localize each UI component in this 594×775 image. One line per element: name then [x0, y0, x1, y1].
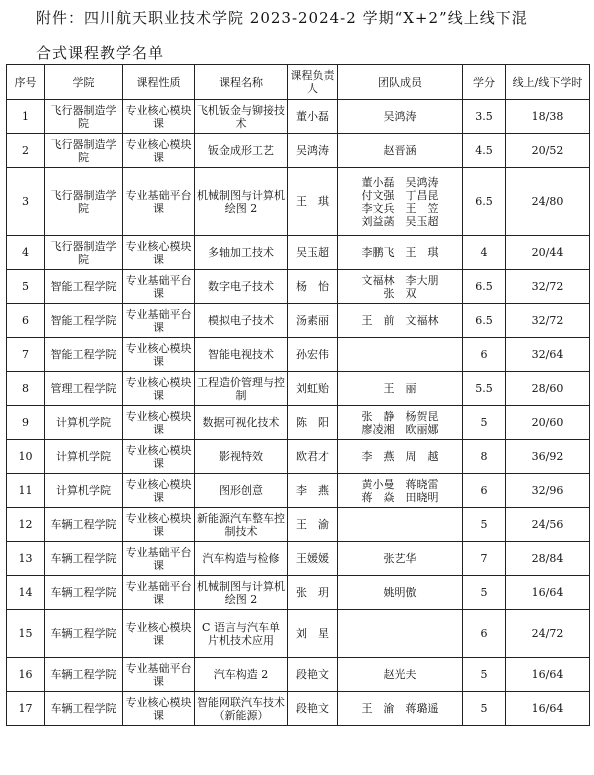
- table-row: [7, 692, 590, 726]
- cell-course-type: 专业核心模块课: [123, 134, 195, 168]
- cell-course-lead: 李 燕: [288, 474, 338, 508]
- cell-credit: 4.5: [463, 134, 506, 168]
- cell-credit: 5: [463, 692, 506, 726]
- cell-hours: 20/44: [506, 236, 590, 270]
- cell-college: 智能工程学院: [45, 270, 123, 304]
- cell-college: 飞行器制造学院: [45, 168, 123, 236]
- cell-team-members: 赵晋涵: [338, 134, 463, 168]
- cell-course-type: 专业核心模块课: [123, 508, 195, 542]
- cell-course-type: 专业核心模块课: [123, 440, 195, 474]
- cell-course-type: 专业基础平台课: [123, 658, 195, 692]
- cell-team-members: 姚明傲: [338, 576, 463, 610]
- cell-no: 11: [7, 474, 45, 508]
- cell-course-name: 工程造价管理与控制: [195, 372, 288, 406]
- cell-course-type: 专业核心模块课: [123, 338, 195, 372]
- cell-hours: 28/60: [506, 372, 590, 406]
- header-no: 序号: [7, 65, 45, 100]
- cell-hours: 32/72: [506, 270, 590, 304]
- cell-hours: 18/38: [506, 100, 590, 134]
- cell-course-type: 专业核心模块课: [123, 236, 195, 270]
- table-row: [7, 508, 590, 542]
- cell-hours: 24/72: [506, 610, 590, 658]
- cell-team-members: 黄小曼 蒋晓雷 蒋 焱 田晓明: [338, 474, 463, 508]
- cell-hours: 24/80: [506, 168, 590, 236]
- cell-course-lead: 王 琪: [288, 168, 338, 236]
- cell-course-lead: 陈 阳: [288, 406, 338, 440]
- cell-course-lead: 汤素丽: [288, 304, 338, 338]
- cell-no: 6: [7, 304, 45, 338]
- cell-college: 车辆工程学院: [45, 542, 123, 576]
- table-body: [7, 100, 590, 726]
- cell-hours: 36/92: [506, 440, 590, 474]
- table-row: [7, 440, 590, 474]
- header-course-name: 课程名称: [195, 65, 288, 100]
- cell-course-name: 飞机钣金与铆接技术: [195, 100, 288, 134]
- cell-course-lead: 张 玥: [288, 576, 338, 610]
- cell-credit: 6: [463, 474, 506, 508]
- cell-credit: 5: [463, 576, 506, 610]
- table-row: [7, 610, 590, 658]
- cell-no: 2: [7, 134, 45, 168]
- table-row: [7, 100, 590, 134]
- cell-hours: 16/64: [506, 658, 590, 692]
- cell-team-members: 张艺华: [338, 542, 463, 576]
- cell-college: 车辆工程学院: [45, 692, 123, 726]
- cell-no: 7: [7, 338, 45, 372]
- title-line-2: 合式课程教学名单: [36, 44, 165, 62]
- cell-course-type: 专业核心模块课: [123, 610, 195, 658]
- cell-no: 4: [7, 236, 45, 270]
- table-header-row: [7, 65, 590, 100]
- cell-college: 计算机学院: [45, 474, 123, 508]
- cell-hours: 32/64: [506, 338, 590, 372]
- cell-no: 3: [7, 168, 45, 236]
- header-credit: 学分: [463, 65, 506, 100]
- cell-course-type: 专业基础平台课: [123, 542, 195, 576]
- cell-credit: 4: [463, 236, 506, 270]
- cell-course-lead: 孙宏伟: [288, 338, 338, 372]
- cell-course-name: 机械制图与计算机绘图 2: [195, 576, 288, 610]
- table-row: [7, 372, 590, 406]
- cell-team-members: 王 前 文福林: [338, 304, 463, 338]
- cell-course-lead: 董小磊: [288, 100, 338, 134]
- cell-team-members: 李鹏飞 王 琪: [338, 236, 463, 270]
- cell-hours: 24/56: [506, 508, 590, 542]
- cell-course-type: 专业基础平台课: [123, 168, 195, 236]
- cell-course-lead: 吴玉超: [288, 236, 338, 270]
- cell-no: 8: [7, 372, 45, 406]
- cell-credit: 5.5: [463, 372, 506, 406]
- table-row: [7, 236, 590, 270]
- cell-no: 1: [7, 100, 45, 134]
- cell-no: 15: [7, 610, 45, 658]
- cell-hours: 16/64: [506, 576, 590, 610]
- cell-hours: 20/52: [506, 134, 590, 168]
- header-college: 学院: [45, 65, 123, 100]
- cell-course-lead: 刘虹贻: [288, 372, 338, 406]
- cell-course-name: 汽车构造 2: [195, 658, 288, 692]
- cell-credit: 5: [463, 406, 506, 440]
- cell-hours: 32/96: [506, 474, 590, 508]
- cell-hours: 16/64: [506, 692, 590, 726]
- cell-team-members: [338, 508, 463, 542]
- table-row: [7, 338, 590, 372]
- cell-course-name: 新能源汽车整车控制技术: [195, 508, 288, 542]
- cell-course-type: 专业核心模块课: [123, 474, 195, 508]
- cell-course-name: 智能网联汽车技术（新能源）: [195, 692, 288, 726]
- cell-course-type: 专业核心模块课: [123, 406, 195, 440]
- cell-credit: 7: [463, 542, 506, 576]
- cell-hours: 20/60: [506, 406, 590, 440]
- cell-credit: 5: [463, 658, 506, 692]
- cell-course-name: 机械制图与计算机绘图 2: [195, 168, 288, 236]
- cell-college: 计算机学院: [45, 406, 123, 440]
- cell-team-members: 吴鸿涛: [338, 100, 463, 134]
- title-line-1: 附件：四川航天职业技术学院 2023-2024-2 学期“X+2”线上线下混: [36, 9, 528, 27]
- cell-credit: 8: [463, 440, 506, 474]
- cell-credit: 6: [463, 338, 506, 372]
- cell-team-members: 李 燕 周 越: [338, 440, 463, 474]
- cell-college: 管理工程学院: [45, 372, 123, 406]
- cell-course-name: 影视特效: [195, 440, 288, 474]
- cell-credit: 6.5: [463, 270, 506, 304]
- course-list-table: [6, 64, 590, 726]
- table-row: [7, 658, 590, 692]
- cell-credit: 3.5: [463, 100, 506, 134]
- cell-course-type: 专业核心模块课: [123, 692, 195, 726]
- table-row: [7, 304, 590, 338]
- cell-credit: 6.5: [463, 168, 506, 236]
- cell-college: 车辆工程学院: [45, 576, 123, 610]
- cell-college: 智能工程学院: [45, 304, 123, 338]
- cell-course-name: 模拟电子技术: [195, 304, 288, 338]
- cell-college: 车辆工程学院: [45, 658, 123, 692]
- cell-team-members: 董小磊 吴鸿涛 付文强 丁昌昆 李文兵 王 笠 刘益菡 吴玉超: [338, 168, 463, 236]
- table-row: [7, 168, 590, 236]
- cell-course-name: 数字电子技术: [195, 270, 288, 304]
- cell-college: 车辆工程学院: [45, 610, 123, 658]
- cell-no: 5: [7, 270, 45, 304]
- cell-course-lead: 杨 怡: [288, 270, 338, 304]
- cell-college: 计算机学院: [45, 440, 123, 474]
- cell-no: 13: [7, 542, 45, 576]
- cell-college: 智能工程学院: [45, 338, 123, 372]
- cell-college: 车辆工程学院: [45, 508, 123, 542]
- cell-course-lead: 吴鸿涛: [288, 134, 338, 168]
- cell-team-members: 文福林 李大朋 张 双: [338, 270, 463, 304]
- cell-course-type: 专业核心模块课: [123, 372, 195, 406]
- document-title: [36, 4, 581, 67]
- table-row: [7, 406, 590, 440]
- cell-no: 17: [7, 692, 45, 726]
- cell-course-lead: 刘 星: [288, 610, 338, 658]
- cell-team-members: [338, 338, 463, 372]
- cell-course-name: 图形创意: [195, 474, 288, 508]
- cell-course-type: 专业基础平台课: [123, 304, 195, 338]
- cell-no: 10: [7, 440, 45, 474]
- cell-course-type: 专业基础平台课: [123, 270, 195, 304]
- cell-course-lead: 王 渝: [288, 508, 338, 542]
- cell-team-members: [338, 610, 463, 658]
- cell-course-name: 多轴加工技术: [195, 236, 288, 270]
- table-row: [7, 474, 590, 508]
- cell-course-lead: 王媛媛: [288, 542, 338, 576]
- cell-course-name: 智能电视技术: [195, 338, 288, 372]
- cell-credit: 5: [463, 508, 506, 542]
- cell-course-name: 钣金成形工艺: [195, 134, 288, 168]
- header-hours: 线上/线下学时: [506, 65, 590, 100]
- cell-no: 16: [7, 658, 45, 692]
- cell-team-members: 张 静 杨贺昆 廖凌湘 欧丽娜: [338, 406, 463, 440]
- cell-course-lead: 欧君才: [288, 440, 338, 474]
- header-course-lead: 课程负责人: [288, 65, 338, 100]
- cell-college: 飞行器制造学院: [45, 236, 123, 270]
- header-team-members: 团队成员: [338, 65, 463, 100]
- cell-team-members: 赵光夫: [338, 658, 463, 692]
- table-row: [7, 576, 590, 610]
- header-course-type: 课程性质: [123, 65, 195, 100]
- cell-credit: 6.5: [463, 304, 506, 338]
- cell-college: 飞行器制造学院: [45, 134, 123, 168]
- cell-team-members: 王 渝 蒋璐遥: [338, 692, 463, 726]
- cell-course-type: 专业基础平台课: [123, 576, 195, 610]
- cell-course-name: 汽车构造与检修: [195, 542, 288, 576]
- table-row: [7, 270, 590, 304]
- cell-course-lead: 段艳文: [288, 658, 338, 692]
- cell-credit: 6: [463, 610, 506, 658]
- cell-college: 飞行器制造学院: [45, 100, 123, 134]
- cell-no: 12: [7, 508, 45, 542]
- cell-course-name: 数据可视化技术: [195, 406, 288, 440]
- cell-hours: 28/84: [506, 542, 590, 576]
- cell-hours: 32/72: [506, 304, 590, 338]
- table-row: [7, 134, 590, 168]
- cell-no: 9: [7, 406, 45, 440]
- table-row: [7, 542, 590, 576]
- cell-course-name: C 语言与汽车单片机技术应用: [195, 610, 288, 658]
- cell-team-members: 王 丽: [338, 372, 463, 406]
- cell-course-lead: 段艳文: [288, 692, 338, 726]
- cell-course-type: 专业核心模块课: [123, 100, 195, 134]
- cell-no: 14: [7, 576, 45, 610]
